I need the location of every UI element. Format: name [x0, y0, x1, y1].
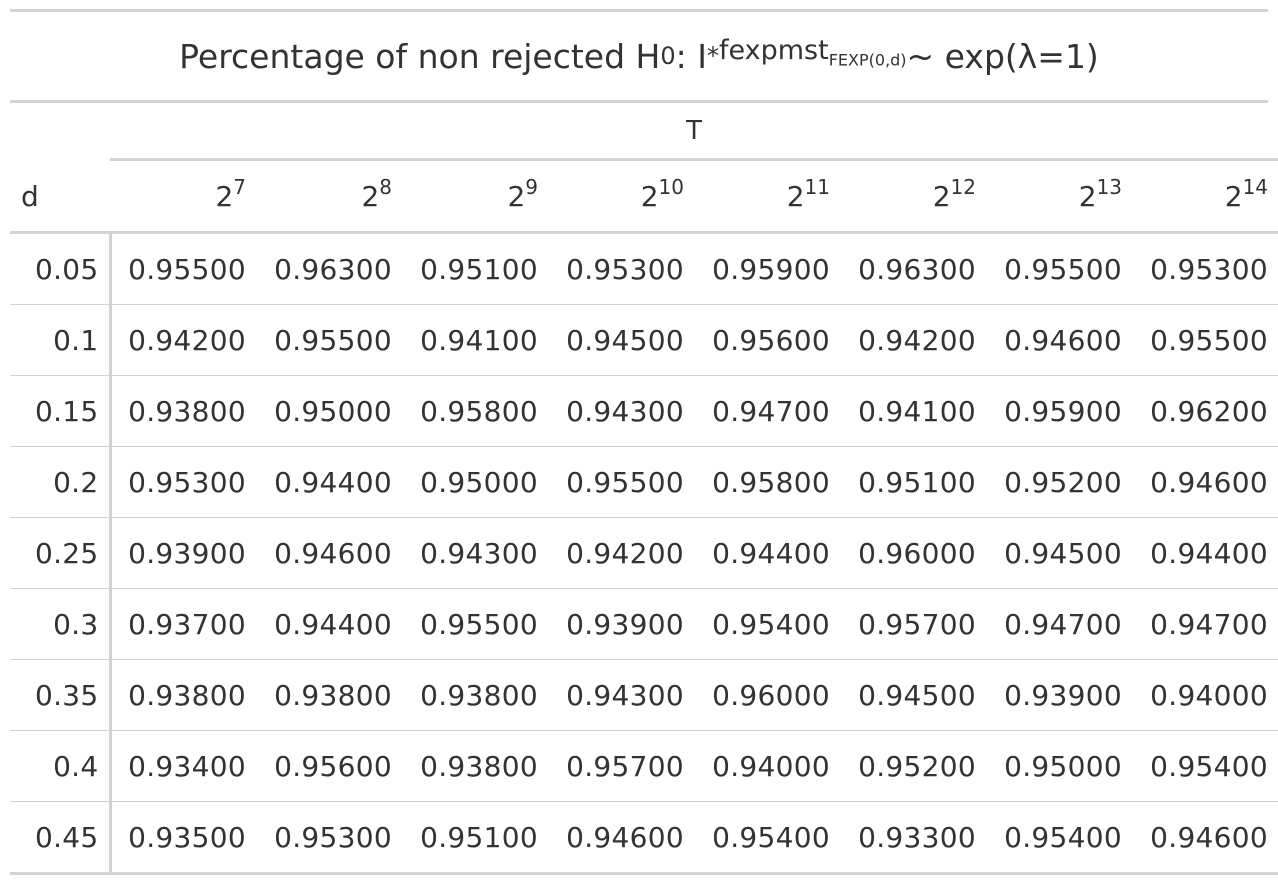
table-cell: 0.95900 — [694, 233, 840, 305]
table-cell: 0.94100 — [840, 376, 986, 447]
table-row — [10, 518, 1278, 589]
table-cell: 0.94400 — [256, 589, 402, 660]
table-cell: 0.96000 — [840, 518, 986, 589]
table-cell: 0.95400 — [986, 802, 1132, 874]
spanner-row — [10, 103, 1278, 161]
stub-header: d — [10, 161, 110, 233]
table-row — [10, 447, 1278, 518]
row-label-d: 0.05 — [10, 233, 110, 305]
table-cell: 0.95100 — [402, 802, 548, 874]
table-cell: 0.93900 — [548, 589, 694, 660]
table-cell: 0.94000 — [694, 731, 840, 802]
table-cell: 0.93800 — [402, 660, 548, 731]
table-cell: 0.95800 — [402, 376, 548, 447]
column-header-exponent: 8 — [379, 174, 392, 199]
table-row — [10, 731, 1278, 802]
column-header-exponent: 10 — [658, 174, 684, 199]
table-cell: 0.95200 — [986, 447, 1132, 518]
title-prefix: Percentage of non rejected H — [179, 36, 661, 76]
table-cell: 0.94600 — [1132, 447, 1278, 518]
table-row — [10, 376, 1278, 447]
table-cell: 0.94700 — [694, 376, 840, 447]
table-cell: 0.94100 — [402, 305, 548, 376]
column-header-base: 2 — [215, 179, 234, 213]
table-cell: 0.95900 — [986, 376, 1132, 447]
table-cell: 0.93500 — [110, 802, 256, 874]
table-cell: 0.94600 — [256, 518, 402, 589]
spanner-header — [110, 103, 1278, 161]
table-cell: 0.95400 — [694, 802, 840, 874]
table-cell: 0.94600 — [1132, 802, 1278, 874]
table-cell: 0.95000 — [256, 376, 402, 447]
column-header-base: 2 — [640, 179, 659, 213]
column-header-base: 2 — [932, 179, 951, 213]
table-cell: 0.94400 — [1132, 518, 1278, 589]
title-colon: : I — [675, 36, 707, 76]
title-suffix: ~ exp(λ=1) — [906, 36, 1099, 76]
column-header-exponent: 9 — [525, 174, 538, 199]
table-cell: 0.93900 — [986, 660, 1132, 731]
column-header-base: 2 — [507, 179, 526, 213]
table-cell: 0.94400 — [694, 518, 840, 589]
table-cell: 0.94500 — [986, 518, 1132, 589]
table-cell: 0.95600 — [256, 731, 402, 802]
table-cell: 0.94500 — [840, 660, 986, 731]
table-cell: 0.94000 — [1132, 660, 1278, 731]
table-cell: 0.96300 — [840, 233, 986, 305]
table-cell: 0.93800 — [402, 731, 548, 802]
spanner-label: T — [110, 116, 1278, 161]
table-cell: 0.95700 — [840, 589, 986, 660]
table-cell: 0.95500 — [256, 305, 402, 376]
table-row — [10, 305, 1278, 376]
table-cell: 0.95100 — [402, 233, 548, 305]
column-header-base: 2 — [1224, 179, 1243, 213]
table-cell: 0.93300 — [840, 802, 986, 874]
column-header-exponent: 7 — [233, 174, 246, 199]
table-cell: 0.95300 — [256, 802, 402, 874]
table-cell: 0.94700 — [986, 589, 1132, 660]
table-cell: 0.94300 — [548, 376, 694, 447]
table-cell: 0.95500 — [1132, 305, 1278, 376]
column-header — [402, 161, 548, 233]
table-cell: 0.95600 — [694, 305, 840, 376]
table-cell: 0.94500 — [548, 305, 694, 376]
table-title: Percentage of non rejected H 0 : I * fexpmst$_{FEXP(0,d)}$ ~ exp(λ=1) — [10, 12, 1268, 103]
table-cell: 0.96200 — [1132, 376, 1278, 447]
table-row — [10, 660, 1278, 731]
table-cell: 0.95700 — [548, 731, 694, 802]
row-label-d: 0.25 — [10, 518, 110, 589]
table-row — [10, 589, 1278, 660]
table-cell: 0.93400 — [110, 731, 256, 802]
table-cell: 0.95500 — [110, 233, 256, 305]
column-header — [256, 161, 402, 233]
row-label-d: 0.1 — [10, 305, 110, 376]
table-cell: 0.95300 — [548, 233, 694, 305]
column-header — [986, 161, 1132, 233]
table-cell: 0.94300 — [402, 518, 548, 589]
table-cell: 0.93700 — [110, 589, 256, 660]
table-cell: 0.94400 — [256, 447, 402, 518]
table-cell: 0.94600 — [986, 305, 1132, 376]
row-label-d: 0.2 — [10, 447, 110, 518]
column-header-base: 2 — [786, 179, 805, 213]
table-cell: 0.96000 — [694, 660, 840, 731]
table-row — [10, 802, 1278, 874]
row-label-d: 0.45 — [10, 802, 110, 874]
table-cell: 0.95200 — [840, 731, 986, 802]
title-sub-sub: FEXP(0,d) — [828, 50, 907, 70]
column-header-base: 2 — [361, 179, 380, 213]
results-table-container — [10, 9, 1268, 875]
column-header-row — [10, 161, 1278, 233]
table-cell: 0.95400 — [1132, 731, 1278, 802]
column-header-exponent: 13 — [1096, 174, 1122, 199]
table-cell: 0.94200 — [110, 305, 256, 376]
column-header-exponent: 11 — [804, 174, 830, 199]
table-cell: 0.93900 — [110, 518, 256, 589]
title-sub-main: fexpmst$_{FEXP(0,d)}$ — [719, 35, 907, 70]
table-cell: 0.93800 — [110, 660, 256, 731]
column-header — [548, 161, 694, 233]
table-cell: 0.95800 — [694, 447, 840, 518]
row-label-d: 0.3 — [10, 589, 110, 660]
table-cell: 0.93800 — [110, 376, 256, 447]
column-header-base: 2 — [1078, 179, 1097, 213]
table-cell: 0.95500 — [548, 447, 694, 518]
table-cell: 0.95300 — [110, 447, 256, 518]
table-cell: 0.94200 — [840, 305, 986, 376]
column-header-exponent: 14 — [1242, 174, 1269, 199]
data-table — [10, 103, 1278, 875]
table-cell: 0.95500 — [402, 589, 548, 660]
table-cell: 0.95000 — [986, 731, 1132, 802]
table-cell: 0.96300 — [256, 233, 402, 305]
table-cell: 0.94300 — [548, 660, 694, 731]
table-cell: 0.95400 — [694, 589, 840, 660]
column-header — [1132, 161, 1278, 233]
column-header — [840, 161, 986, 233]
table-cell: 0.95300 — [1132, 233, 1278, 305]
row-label-d: 0.35 — [10, 660, 110, 731]
table-cell: 0.94700 — [1132, 589, 1278, 660]
table-cell: 0.95100 — [840, 447, 986, 518]
table-cell: 0.95000 — [402, 447, 548, 518]
table-cell: 0.94200 — [548, 518, 694, 589]
column-header — [694, 161, 840, 233]
row-label-d: 0.4 — [10, 731, 110, 802]
table-cell: 0.94600 — [548, 802, 694, 874]
table-row — [10, 233, 1278, 305]
table-cell: 0.93800 — [256, 660, 402, 731]
column-header-exponent: 12 — [950, 174, 976, 199]
table-body — [10, 233, 1278, 874]
table-cell: 0.95500 — [986, 233, 1132, 305]
column-header — [110, 161, 256, 233]
row-label-d: 0.15 — [10, 376, 110, 447]
